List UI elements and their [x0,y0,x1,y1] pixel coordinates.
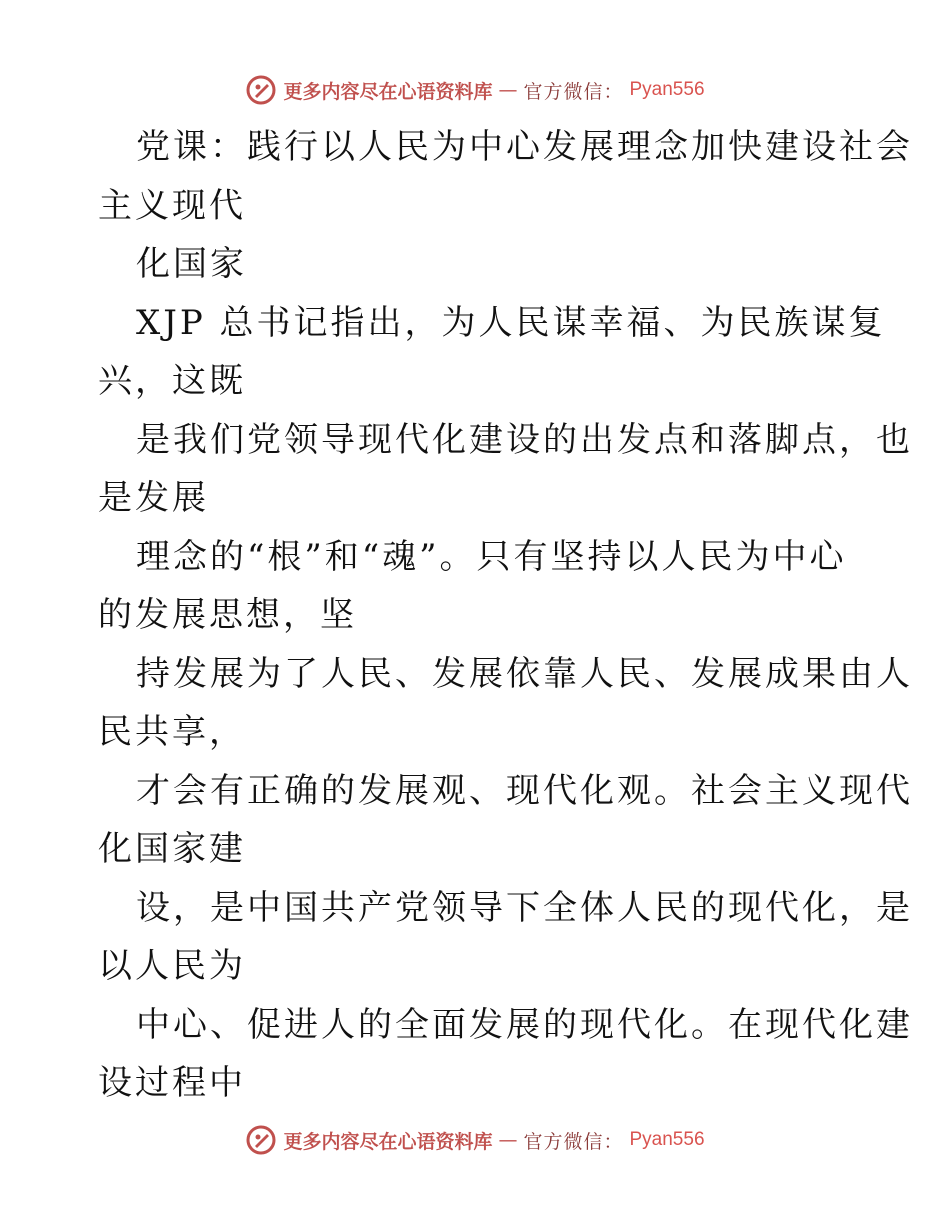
body-line: XJP 总书记指出，为人民谋幸福、为民族谋复 [136,302,886,343]
document-body [98,118,913,1113]
body-line: 主义现代 [98,185,246,226]
body-line: 是我们党领导现代化建设的出发点和落脚点，也 [136,419,913,460]
body-line: 设过程中 [98,1063,246,1103]
body-line: 民共享， [98,712,246,752]
watermark-separator: — [498,79,518,101]
body-line: 持发展为了人民、发展依靠人民、发展成果由人 [136,653,913,694]
watermark-brand: 更多内容尽在心语资料库 [283,1130,493,1153]
watermark-label: 官方微信： [523,1130,624,1153]
watermark-separator: — [498,1129,518,1151]
body-line: 化国家 [136,244,247,284]
body-line: 化国家建 [98,829,246,869]
body-line: 的发展思想，坚 [98,595,357,635]
body-line: 是发展 [98,478,209,518]
watermark-brand: 更多内容尽在心语资料库 [283,80,493,103]
footer-watermark [0,1122,950,1158]
body-line: 兴，这既 [98,361,246,401]
watermark-label: 官方微信： [523,80,624,103]
header-watermark [0,72,950,108]
body-line: 以人民为 [98,946,246,986]
body-line: 理念的“根”和“魂”。只有坚持以人民为中心 [136,536,847,577]
pen-seal-logo-icon [245,1124,277,1156]
body-line: 党课：践行以人民为中心发展理念加快建设社会 [136,127,913,167]
body-line: 设，是中国共产党领导下全体人民的现代化，是 [136,887,913,928]
pen-seal-logo-icon [245,74,277,106]
body-line: 才会有正确的发展观、现代化观。社会主义现代 [136,770,913,811]
watermark-wechat-id: Pyan556 [629,79,705,100]
body-line: 中心、促进人的全面发展的现代化。在现代化建 [136,1004,913,1045]
watermark-wechat-id: Pyan556 [629,1129,705,1150]
